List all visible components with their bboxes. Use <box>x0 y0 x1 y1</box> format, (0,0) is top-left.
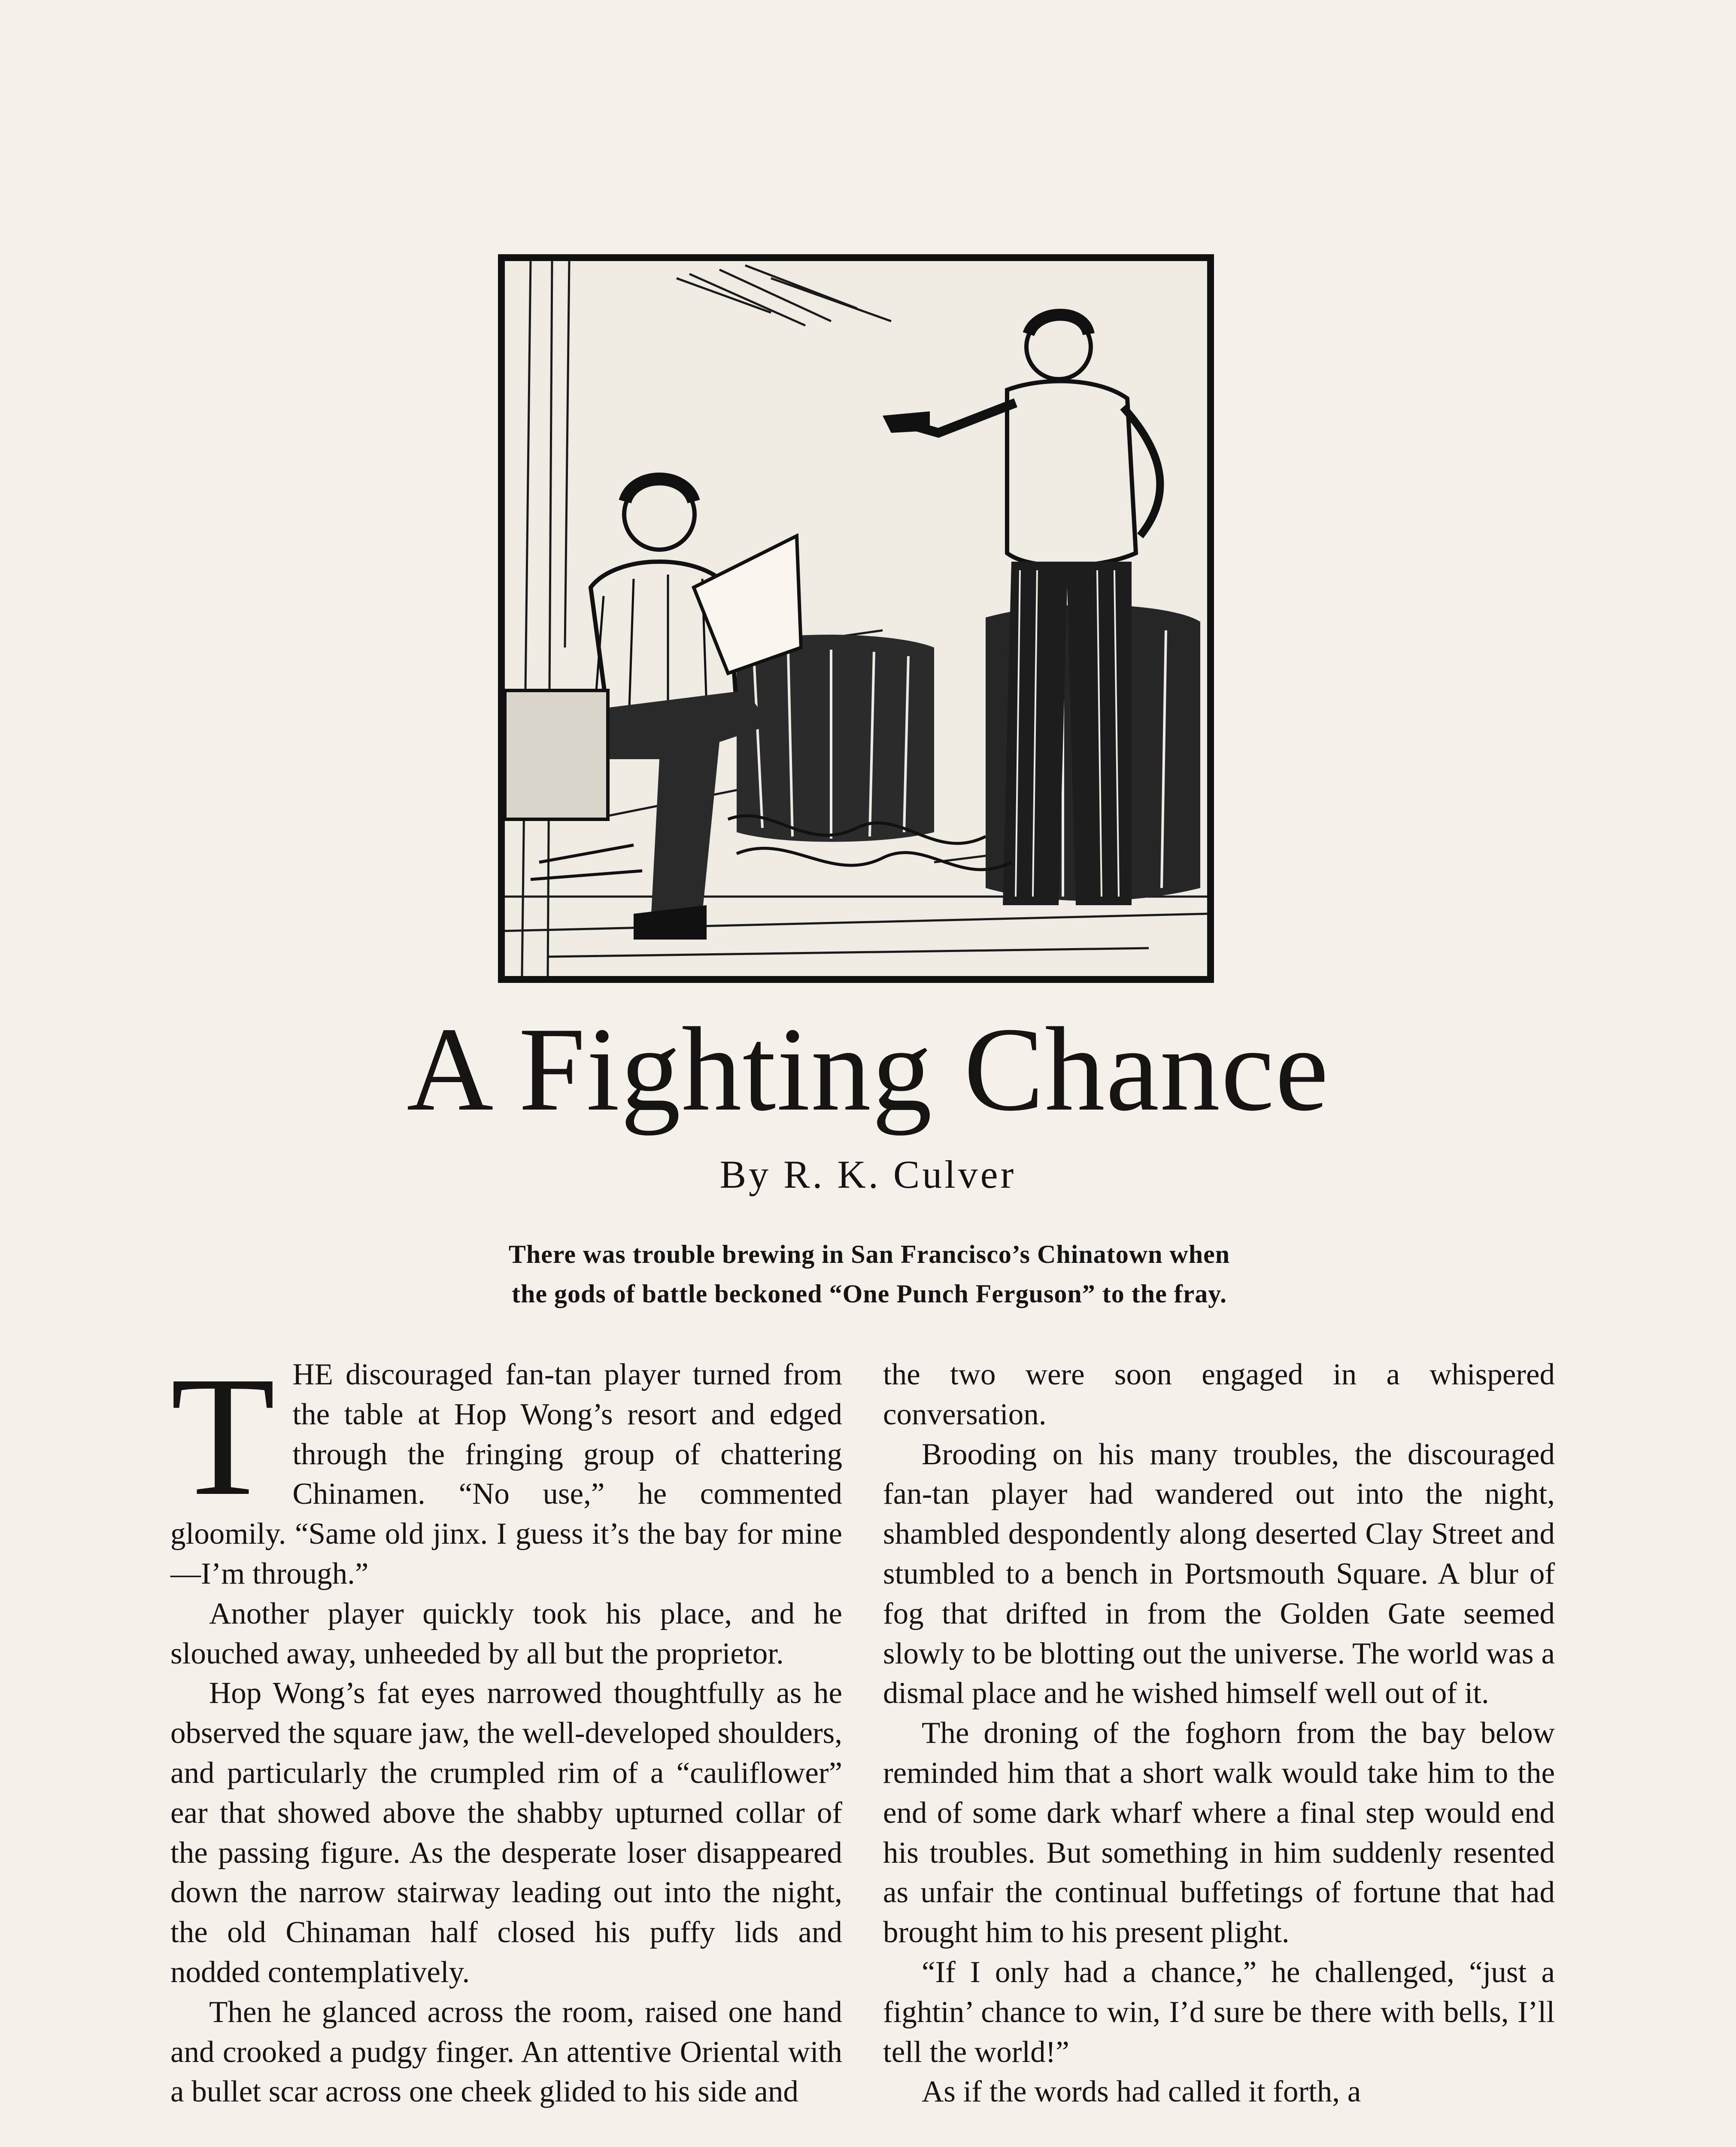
paragraph: the two were soon engaged in a whispered conversation. <box>883 1358 1555 1431</box>
drop-cap: T <box>170 1341 276 1531</box>
article-byline: By R. K. Culver <box>719 1153 1017 1196</box>
paragraph: Another player quickly took his place, and he slouched away, unheeded by all but the proprietor. <box>170 1597 842 1670</box>
left-column <box>170 1341 842 2112</box>
article-blurb <box>335 1235 1404 1314</box>
article-title: A Fighting Chance <box>407 1002 1329 1136</box>
blurb-line-1: There was trouble brewing in San Francisco’s Chinatown when <box>508 1240 1230 1268</box>
paragraph <box>170 1341 842 1594</box>
paragraph: Hop Wong’s fat eyes narrowed thoughtfully as he observed the square jaw, the well-developed shoulders, and particularly the crumpled rim of a “cauliflower” ear that showed above the shabby upturned collar of the passing figure. As the desperate loser disappeared down the narrow stairway leading out into the night, the old Chinaman half closed his puffy lids and nodded contemplatively. <box>170 1676 842 1989</box>
story-illustration <box>498 254 1214 983</box>
paragraph: As if the words had called it forth, a <box>922 2075 1361 2109</box>
paragraph: Then he glanced across the room, raised one hand and crooked a pudgy finger. An attentive Oriental with a bullet scar across one cheek glided to his side and <box>170 1995 842 2109</box>
right-column <box>883 1355 1555 2112</box>
paragraph: The droning of the foghorn from the bay below reminded him that a short walk would take him to the end of some dark wharf where a final step would end his troubles. But something in him suddenly resented as unfair the continual buffetings of fortune that had brought him to his present plight. <box>883 1716 1555 1949</box>
paragraph-text: HE discouraged fan-tan player turned from the table at Hop Wong’s resort and edged through the fringing group of chattering Chinamen. “No use,” he commented gloomily. “Same old jinx. I guess it’s the bay for mine—I’m through.” <box>170 1358 842 1590</box>
illustration-drawing <box>505 261 1207 976</box>
blurb-line-2: the gods of battle beckoned “One Punch Ferguson” to the fray. <box>512 1280 1227 1308</box>
paragraph: “If I only had a chance,” he challenged, “just a fightin’ chance to win, I’d sure be there with bells, I’ll tell the world!” <box>883 1955 1555 2069</box>
paragraph: Brooding on his many troubles, the discouraged fan-tan player had wandered out into the night, shambled despondently along deserted Clay Street and stumbled to a bench in Portsmouth Square. A blur of fog that drifted in from the Golden Gate seemed slowly to be blotting out the universe. The world was a dismal place and he wished himself well out of it. <box>883 1437 1555 1710</box>
